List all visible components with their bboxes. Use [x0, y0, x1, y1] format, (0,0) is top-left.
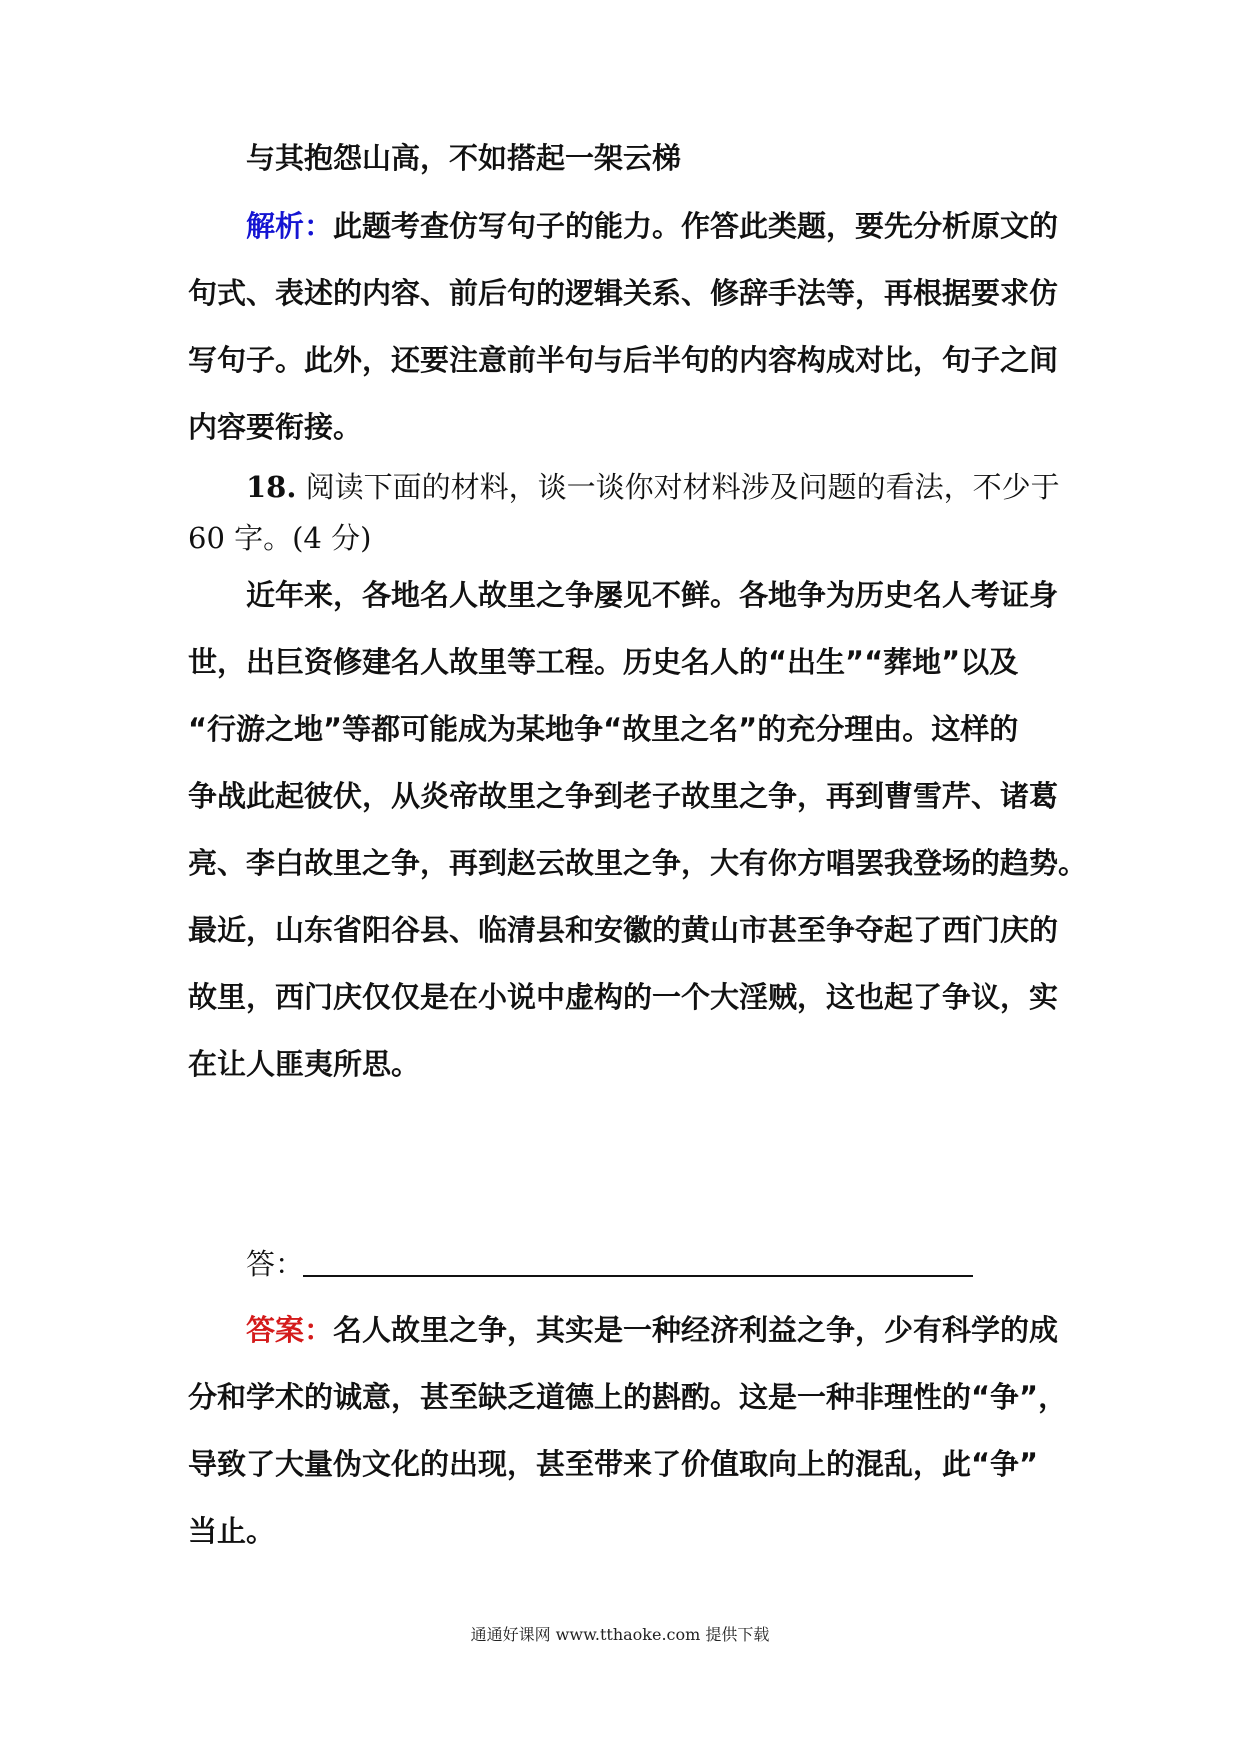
sentence-line: 与其抱怨山高，不如搭起一架云梯 — [246, 141, 682, 175]
answer-line: 导致了大量伪文化的出现，甚至带来了价值取向上的混乱，此“争” — [188, 1447, 1039, 1481]
analysis-paragraph — [246, 206, 1058, 246]
answer-line: 当止。 — [188, 1514, 276, 1548]
analysis-label: 解析： — [246, 209, 334, 243]
question-number: 18. — [246, 470, 297, 504]
answer-line: 分和学术的诚意，甚至缺乏道德上的斟酌。这是一种非理性的“争”， — [188, 1380, 1068, 1414]
question-text-line: 60 字。(4 分) — [188, 521, 372, 555]
question-text: 阅读下面的材料，谈一谈你对材料涉及问题的看法，不少于 — [305, 470, 1060, 504]
answer-label: 答案： — [246, 1313, 334, 1347]
material-line: 最近，山东省阳谷县、临清县和安徽的黄山市甚至争夺起了西门庆的 — [188, 913, 1059, 947]
answer-prompt: 答： — [246, 1247, 305, 1281]
page-footer: 通通好课网 www.tthaoke.com 提供下载 — [470, 1625, 770, 1644]
material-line: 近年来，各地名人故里之争屡见不鲜。各地争为历史名人考证身 — [246, 578, 1059, 612]
material-line: 世，出巨资修建名人故里等工程。历史名人的“出生”“葬地”以及 — [188, 645, 1019, 679]
answer-paragraph — [246, 1310, 1058, 1350]
analysis-text: 此题考查仿写句子的能力。作答此类题，要先分析原文的 — [333, 209, 1059, 243]
answer-blank-line — [303, 1275, 973, 1277]
analysis-line: 句式、表述的内容、前后句的逻辑关系、修辞手法等，再根据要求仿 — [188, 276, 1059, 310]
answer-text: 名人故里之争，其实是一种经济利益之争，少有科学的成 — [333, 1313, 1059, 1347]
material-line: 故里，西门庆仅仅是在小说中虚构的一个大淫贼，这也起了争议，实 — [188, 980, 1059, 1014]
material-line: “行游之地”等都可能成为某地争“故里之名”的充分理由。这样的 — [188, 712, 1019, 746]
question-18 — [246, 467, 1058, 507]
analysis-line: 写句子。此外，还要注意前半句与后半句的内容构成对比，句子之间 — [188, 343, 1059, 377]
material-line: 亮、李白故里之争，再到赵云故里之争，大有你方唱罢我登场的趋势。 — [188, 846, 1088, 880]
material-line: 争战此起彼伏，从炎帝故里之争到老子故里之争，再到曹雪芹、诸葛 — [188, 779, 1059, 813]
analysis-line: 内容要衔接。 — [188, 410, 363, 444]
material-line: 在让人匪夷所思。 — [188, 1047, 421, 1081]
